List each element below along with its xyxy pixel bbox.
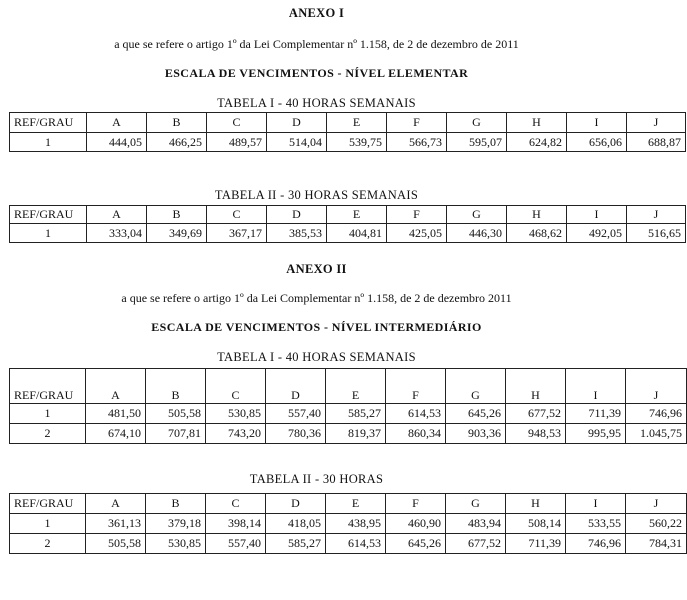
column-header-a: A <box>87 113 147 133</box>
column-header-h: H <box>507 206 567 224</box>
column-header-i: I <box>566 494 626 514</box>
column-header-e: E <box>326 494 386 514</box>
header-row <box>10 369 687 404</box>
value-cell: 514,04 <box>267 133 327 152</box>
header-row <box>10 494 687 514</box>
column-header-d: D <box>267 206 327 224</box>
table-row <box>10 534 687 554</box>
row-ref-cell: 1 <box>10 514 86 534</box>
table-row <box>10 514 687 534</box>
value-cell: 333,04 <box>87 224 147 243</box>
column-header-ref-grau: REF/GRAU <box>10 494 86 514</box>
column-header-c: C <box>207 206 267 224</box>
annex-2-table-2-title: TABELA II - 30 HORAS <box>249 472 384 486</box>
value-cell: 780,36 <box>266 424 326 444</box>
value-cell: 460,90 <box>386 514 446 534</box>
value-cell: 614,53 <box>386 404 446 424</box>
column-header-f: F <box>387 113 447 133</box>
column-header-h: H <box>507 113 567 133</box>
value-cell: 746,96 <box>566 534 626 554</box>
value-cell: 707,81 <box>146 424 206 444</box>
column-header-c: C <box>206 369 266 404</box>
value-cell: 711,39 <box>506 534 566 554</box>
column-header-a: A <box>86 494 146 514</box>
value-cell: 539,75 <box>327 133 387 152</box>
value-cell: 557,40 <box>206 534 266 554</box>
annex-2-table-1 <box>9 368 687 444</box>
value-cell: 379,18 <box>146 514 206 534</box>
value-cell: 677,52 <box>446 534 506 554</box>
annex-1-table-1-title: TABELA I - 40 HORAS SEMANAIS <box>217 96 416 110</box>
annex-1-table-2-title: TABELA II - 30 HORAS SEMANAIS <box>214 188 419 202</box>
annex-1-table-1 <box>9 112 686 152</box>
value-cell: 819,37 <box>326 424 386 444</box>
value-cell: 595,07 <box>447 133 507 152</box>
annex-1-reference: a que se refere o artigo 1º da Lei Complementar nº 1.158, de 2 de dezembro de 2011 <box>114 37 519 51</box>
annex-1-table-2 <box>9 205 686 243</box>
annex-2-reference: a que se refere o artigo 1º da Lei Complementar nº 1.158, de 2 de dezembro 2011 <box>121 291 512 305</box>
annex-2-scale-title: ESCALA DE VENCIMENTOS - NÍVEL INTERMEDIÁRIO <box>151 320 482 334</box>
value-cell: 860,34 <box>386 424 446 444</box>
column-header-g: G <box>446 369 506 404</box>
column-header-f: F <box>386 494 446 514</box>
column-header-a: A <box>86 369 146 404</box>
value-cell: 505,58 <box>86 534 146 554</box>
value-cell: 614,53 <box>326 534 386 554</box>
header-row <box>10 113 686 133</box>
column-header-j: J <box>627 206 686 224</box>
column-header-a: A <box>87 206 147 224</box>
value-cell: 516,65 <box>627 224 686 243</box>
value-cell: 508,14 <box>506 514 566 534</box>
annex-1-scale-title: ESCALA DE VENCIMENTOS - NÍVEL ELEMENTAR <box>164 66 469 80</box>
value-cell: 492,05 <box>567 224 627 243</box>
value-cell: 483,94 <box>446 514 506 534</box>
column-header-d: D <box>266 494 326 514</box>
table-row <box>10 224 686 243</box>
value-cell: 385,53 <box>267 224 327 243</box>
column-header-e: E <box>327 113 387 133</box>
value-cell: 688,87 <box>627 133 686 152</box>
column-header-d: D <box>267 113 327 133</box>
row-ref-cell: 1 <box>10 404 86 424</box>
row-ref-cell: 1 <box>10 224 87 243</box>
column-header-h: H <box>506 369 566 404</box>
value-cell: 948,53 <box>506 424 566 444</box>
column-header-d: D <box>266 369 326 404</box>
column-header-e: E <box>326 369 386 404</box>
value-cell: 398,14 <box>206 514 266 534</box>
column-header-f: F <box>386 369 446 404</box>
value-cell: 446,30 <box>447 224 507 243</box>
column-header-ref-grau: REF/GRAU <box>10 369 86 404</box>
table-row <box>10 424 687 444</box>
value-cell: 425,05 <box>387 224 447 243</box>
value-cell: 533,55 <box>566 514 626 534</box>
value-cell: 585,27 <box>266 534 326 554</box>
value-cell: 645,26 <box>386 534 446 554</box>
column-header-j: J <box>627 113 686 133</box>
value-cell: 466,25 <box>147 133 207 152</box>
annex-1-title: ANEXO I <box>288 6 345 20</box>
column-header-i: I <box>567 113 627 133</box>
annex-2-title: ANEXO II <box>286 262 347 276</box>
table-row <box>10 133 686 152</box>
annex-2-table-2 <box>9 493 687 554</box>
value-cell: 903,36 <box>446 424 506 444</box>
column-header-ref-grau: REF/GRAU <box>10 206 87 224</box>
value-cell: 530,85 <box>146 534 206 554</box>
value-cell: 481,50 <box>86 404 146 424</box>
value-cell: 349,69 <box>147 224 207 243</box>
column-header-j: J <box>626 369 687 404</box>
value-cell: 404,81 <box>327 224 387 243</box>
column-header-g: G <box>446 494 506 514</box>
value-cell: 530,85 <box>206 404 266 424</box>
value-cell: 468,62 <box>507 224 567 243</box>
value-cell: 560,22 <box>626 514 687 534</box>
table-row <box>10 404 687 424</box>
column-header-b: B <box>147 113 207 133</box>
value-cell: 624,82 <box>507 133 567 152</box>
header-row <box>10 206 686 224</box>
value-cell: 505,58 <box>146 404 206 424</box>
row-ref-cell: 2 <box>10 534 86 554</box>
column-header-e: E <box>327 206 387 224</box>
column-header-i: I <box>566 369 626 404</box>
value-cell: 418,05 <box>266 514 326 534</box>
value-cell: 674,10 <box>86 424 146 444</box>
value-cell: 677,52 <box>506 404 566 424</box>
column-header-f: F <box>387 206 447 224</box>
value-cell: 585,27 <box>326 404 386 424</box>
value-cell: 361,13 <box>86 514 146 534</box>
value-cell: 489,57 <box>207 133 267 152</box>
column-header-c: C <box>206 494 266 514</box>
value-cell: 743,20 <box>206 424 266 444</box>
column-header-b: B <box>147 206 207 224</box>
annex-2-table-1-title: TABELA I - 40 HORAS SEMANAIS <box>217 350 416 364</box>
row-ref-cell: 2 <box>10 424 86 444</box>
row-ref-cell: 1 <box>10 133 87 152</box>
value-cell: 656,06 <box>567 133 627 152</box>
column-header-j: J <box>626 494 687 514</box>
value-cell: 645,26 <box>446 404 506 424</box>
column-header-ref-grau: REF/GRAU <box>10 113 87 133</box>
column-header-b: B <box>146 369 206 404</box>
value-cell: 995,95 <box>566 424 626 444</box>
column-header-i: I <box>567 206 627 224</box>
value-cell: 746,96 <box>626 404 687 424</box>
column-header-g: G <box>447 113 507 133</box>
value-cell: 444,05 <box>87 133 147 152</box>
column-header-g: G <box>447 206 507 224</box>
value-cell: 711,39 <box>566 404 626 424</box>
value-cell: 438,95 <box>326 514 386 534</box>
value-cell: 566,73 <box>387 133 447 152</box>
value-cell: 1.045,75 <box>626 424 687 444</box>
value-cell: 784,31 <box>626 534 687 554</box>
value-cell: 367,17 <box>207 224 267 243</box>
value-cell: 557,40 <box>266 404 326 424</box>
column-header-h: H <box>506 494 566 514</box>
column-header-b: B <box>146 494 206 514</box>
column-header-c: C <box>207 113 267 133</box>
